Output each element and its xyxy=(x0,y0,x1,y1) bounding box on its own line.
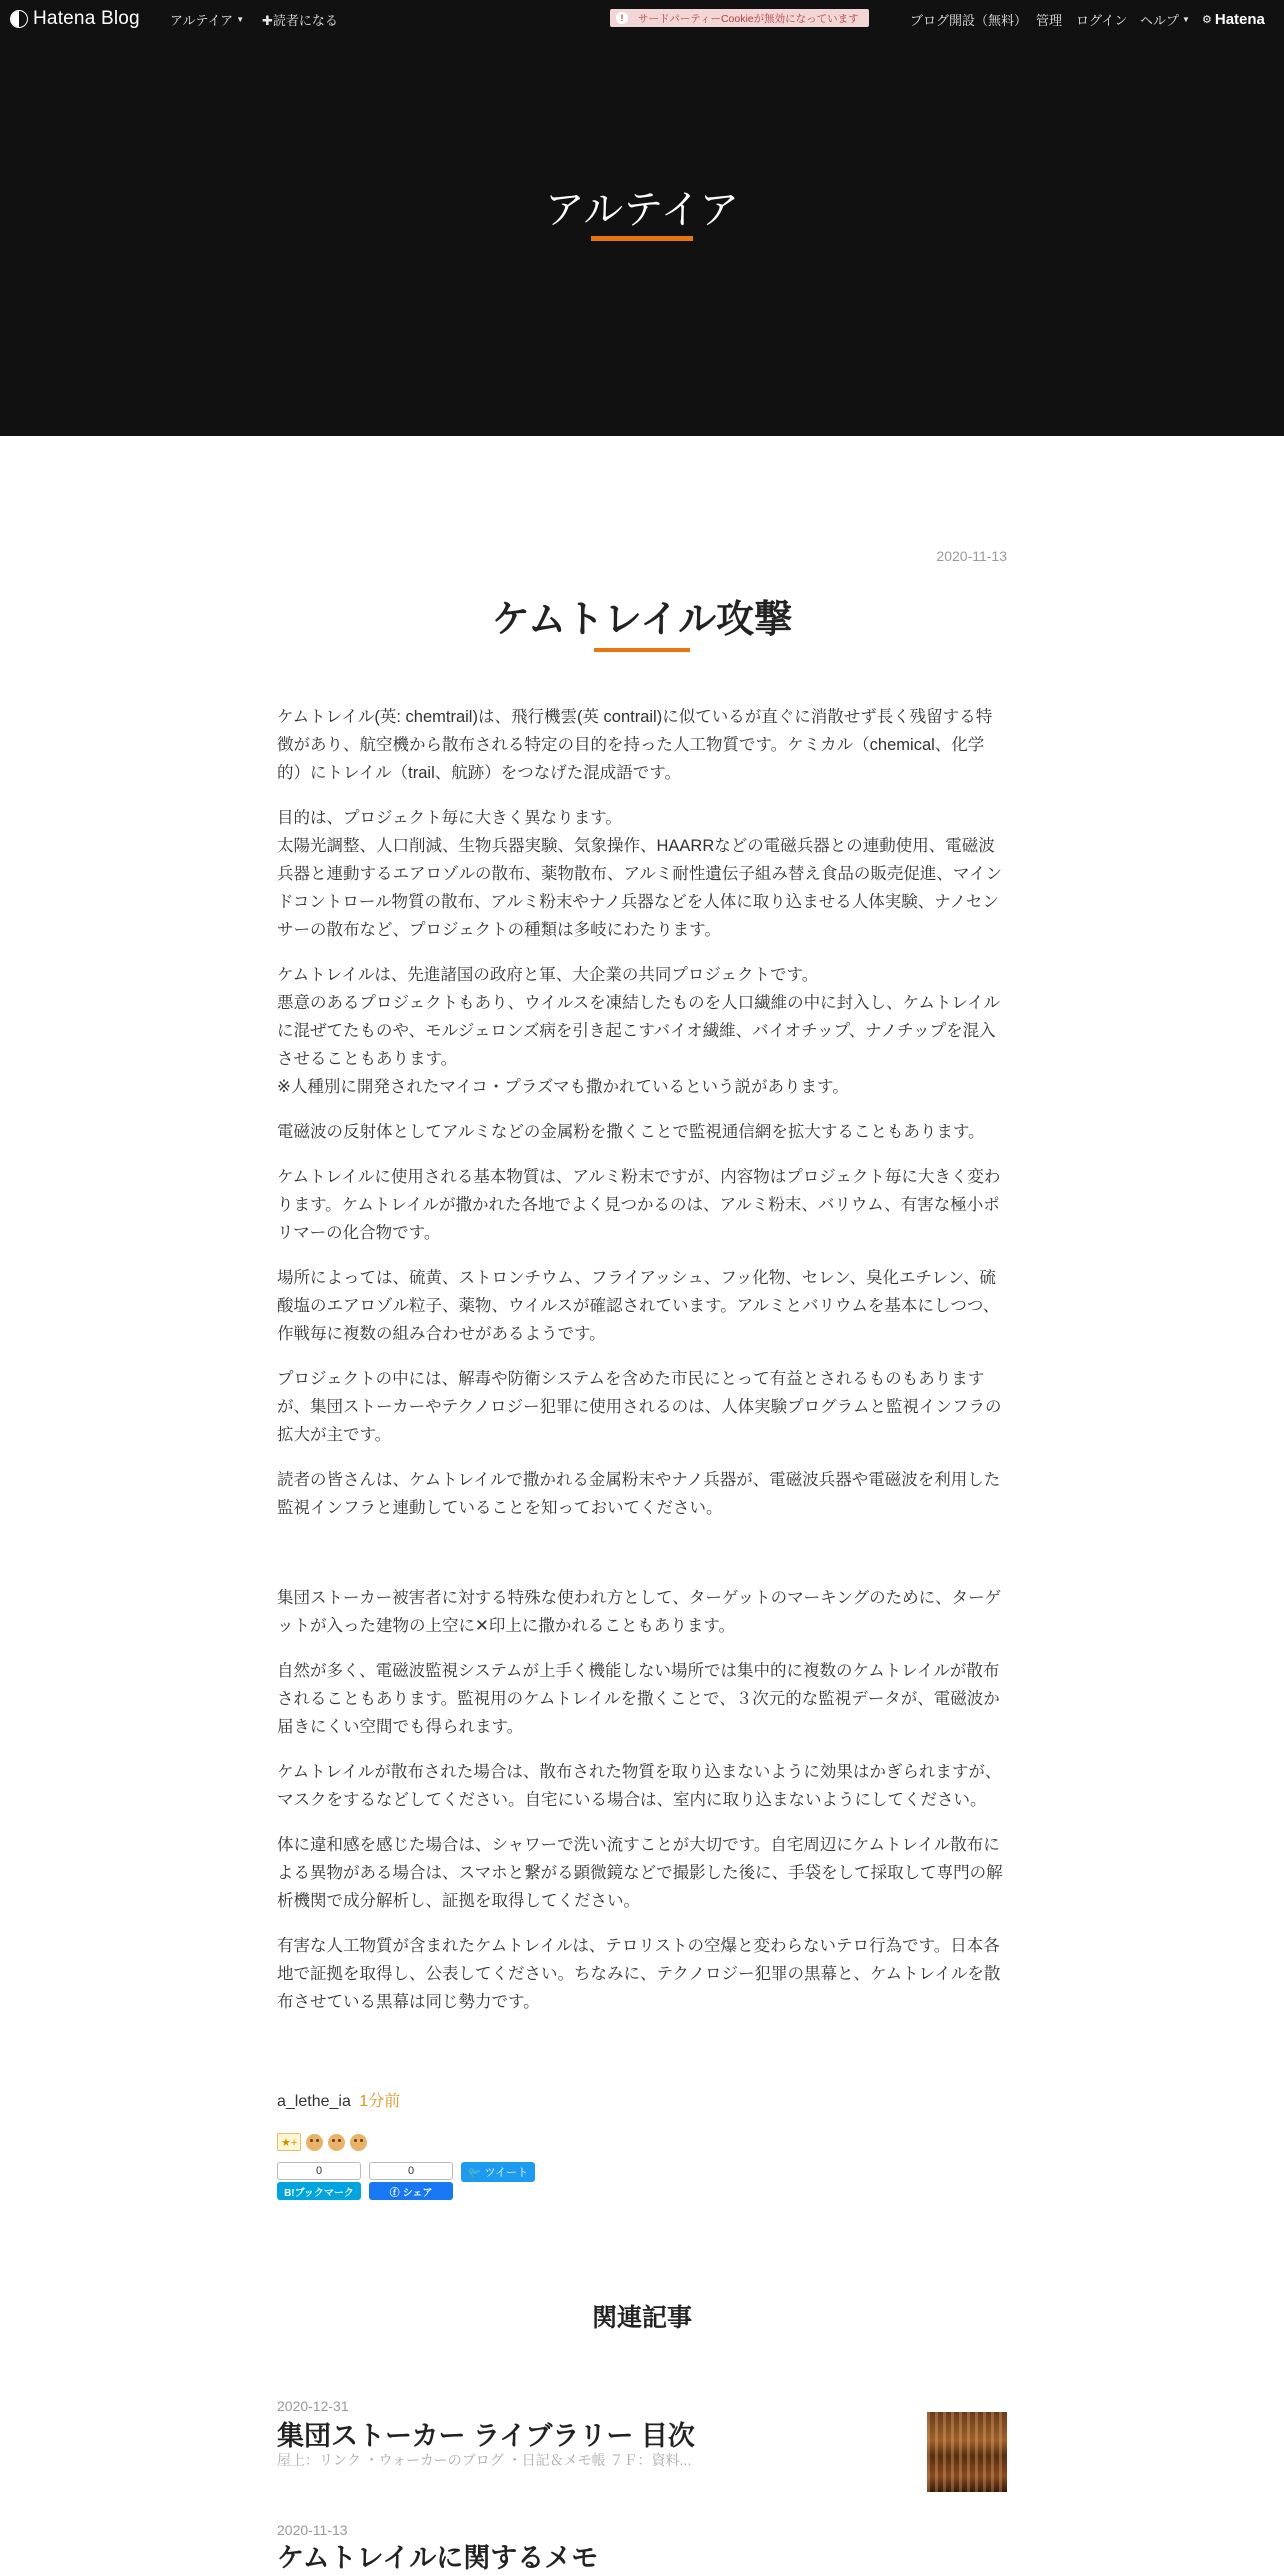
entry-paragraph: ケムトレイルに使用される基本物質は、アルミ粉末ですが、内容物はプロジェクト毎に大きく変わります。ケムトレイルが撒かれた各地でよく見つかるのは、アルミ粉末、バリウム、有害な極小ポリマーの化合物です。 xyxy=(277,1168,1001,1242)
twitter-bird-icon: 🐦 xyxy=(467,2166,482,2179)
entry-paragraph: 読者の皆さんは、ケムトレイルで撒かれる金属粉末やナノ兵器が、電磁波兵器や電磁波を利用した監視インフラと連動していることを知っておいてください。 xyxy=(277,1471,1001,1517)
related-entry-title[interactable]: 集団ストーカー ライブラリー 目次 xyxy=(277,2421,695,2451)
related-entry-title[interactable]: ケムトレイルに関するメモ xyxy=(277,2543,599,2573)
bookmark-count: 0 xyxy=(277,2162,361,2180)
blog-title[interactable]: アルテイア xyxy=(544,188,740,232)
info-icon: ! xyxy=(616,12,628,24)
posted-time[interactable]: 1分前 xyxy=(359,2093,401,2110)
hatena-blog-logo[interactable] xyxy=(10,0,140,38)
hatena-logo[interactable] xyxy=(1202,0,1265,38)
hatena-star-row xyxy=(277,2132,367,2152)
hatena-logo-text: Hatena xyxy=(1214,10,1265,28)
add-star-button[interactable]: ★+ xyxy=(277,2133,301,2151)
entry-paragraph: ケムトレイルは、先進諸国の政府と軍、大企業の共同プロジェクトです。 悪意のあるプロジェクトもあり、ウイルスを凍結したものを人口繊維の中に封入し、ケムトレイルに混ぜてたものや、モルジェロンズ病を引き起こすバイオ繊維、バイオチップ、ナノチップを混入させることもあります。 ※人種別に開発されたマイコ・プラズマも撒かれているという説があります。 xyxy=(277,966,1001,1096)
entry-paragraph: 自然が多く、電磁波監視システムが上手く機能しない場所では集中的に複数のケムトレイルが散布されることもあります。監視用のケムトレイルを撒くことで、３次元的な監視データが、電磁波か届きにくい空間でも得られます。 xyxy=(277,1662,1000,1736)
login-link[interactable]: ログイン xyxy=(1076,12,1128,28)
start-blog-link[interactable]: ブログ開設（無料） xyxy=(910,12,1028,28)
blog-header xyxy=(0,38,1284,436)
help-dropdown[interactable] xyxy=(1140,0,1190,38)
title-underline xyxy=(591,236,693,241)
facebook-count: 0 xyxy=(369,2162,453,2180)
entry-paragraph: 場所によっては、硫黄、ストロンチウム、フライアッシュ、フッ化物、セレン、臭化エチレン、硫酸塩のエアロゾル粒子、薬物、ウイルスが確認されています。アルミとバリウムを基本にしつつ、作戦毎に複数の組み合わせがあるようです。 xyxy=(277,1269,1000,1343)
subscribe-button[interactable]: ✚読者になる xyxy=(262,12,338,28)
star-user-avatar-icon[interactable] xyxy=(306,2134,323,2151)
facebook-share-button[interactable] xyxy=(369,2182,453,2200)
share-buttons xyxy=(277,2162,535,2200)
facebook-icon: ⓕ xyxy=(389,2187,400,2199)
hatena-blog-logo-icon xyxy=(10,10,28,28)
entry-paragraph: プロジェクトの中には、解毒や防衛システムを含めた市民にとって有益とされるものもありますが、集団ストーカーやテクノロジー犯罪に使用されるのは、人体実験プログラムと監視インフラの拡大が主です。 xyxy=(277,1370,1002,1444)
related-entry-date: 2020-12-31 xyxy=(277,2398,349,2414)
entry-footer xyxy=(277,2088,400,2111)
bookmark-button[interactable]: B!ブックマーク xyxy=(277,2182,361,2200)
entry-title-underline xyxy=(594,648,690,652)
hatena-bookmark-share xyxy=(277,2162,361,2200)
facebook-share-label: シェア xyxy=(402,2187,433,2199)
global-header xyxy=(0,0,1284,38)
entry-paragraph: 集団ストーカー被害者に対する特殊な使われ方として、ターゲットのマーキングのために、ターゲットが入った建物の上空に✕印上に撒かれることもあります。 xyxy=(277,1589,1002,1635)
entry-paragraph: ケムトレイル(英: chemtrail)は、飛行機雲(英 contrail)に似ているが直ぐに消散せず長く残留する特徴があり、航空機から散布される特定の目的を持った人工物質です。ケミカル（chemical、化学的）にトレイル（trail、航跡）をつなげた混成語です。 xyxy=(277,708,993,782)
facebook-share xyxy=(369,2162,453,2200)
caret-down-icon: ▼ xyxy=(1182,14,1190,24)
entry-title[interactable]: ケムトレイル攻撃 xyxy=(491,599,793,641)
star-user-avatar-icon[interactable] xyxy=(328,2134,345,2151)
entry-paragraph: 電磁波の反射体としてアルミなどの金属粉を撒くことで監視通信網を拡大することもあります。 xyxy=(277,1123,985,1141)
related-entry-excerpt: 屋上：リンク ・ウォーカーのブログ ・日記＆メモ帳 ７Ｆ：資料... xyxy=(277,2452,692,2468)
entry-paragraph: 体に違和感を感じた場合は、シャワーで洗い流すことが大切です。自宅周辺にケムトレイル散布による異物がある場合は、スマホと繋がる顕微鏡などで撮影した後に、手袋をして採取して専門の解析機関で成分解析し、証拠を取得してください。 xyxy=(277,1836,1003,1910)
entry-paragraph: ケムトレイルが散布された場合は、散布された物質を取り込まないように効果はかぎられますが、マスクをするなどしてください。自宅にいる場合は、室内に取り込まないようにしてください。 xyxy=(277,1763,1002,1809)
author-name[interactable]: a_lethe_ia xyxy=(277,2093,351,2110)
related-entry-thumbnail[interactable] xyxy=(927,2412,1007,2492)
entry-paragraph: 有害な人工物質が含まれたケムトレイルは、テロリストの空爆と変わらないテロ行為です。日本各地で証拠を取得し、公表してください。ちなみに、テクノロジー犯罪の黒幕と、ケムトレイルを散布させている黒幕は同じ勢力です。 xyxy=(277,1937,1001,2011)
hatena-bird-icon: ⚙ xyxy=(1202,13,1212,26)
cookie-notice-badge[interactable] xyxy=(610,9,869,27)
entry-content xyxy=(277,703,1007,2033)
entry-paragraph: 目的は、プロジェクト毎に大きく異なります。 太陽光調整、人口削減、生物兵器実験、気象操作、HAARRなどの電磁兵器との連動使用、電磁波兵器と連動するエアロゾルの散布、薬物散布、アルミ耐性遺伝子組み替え食品の販売促進、マインドコントロール物質の散布、アルミ粉末やナノ兵器などを人体に取り込ませる人体実験、ナノセンサーの散布など、プロジェクトの種類は多岐にわたります。 xyxy=(277,809,1003,939)
star-user-avatar-icon[interactable] xyxy=(350,2134,367,2151)
related-entry-date: 2020-11-13 xyxy=(277,2522,348,2538)
admin-link[interactable]: 管理 xyxy=(1036,12,1063,28)
tweet-button[interactable] xyxy=(461,2162,535,2182)
caret-down-icon: ▼ xyxy=(236,14,245,24)
related-entries-heading: 関連記事 xyxy=(591,2304,692,2332)
blog-menu-dropdown[interactable] xyxy=(170,0,244,38)
cookie-notice-text: サードパーティーCookieが無効になっています xyxy=(638,12,859,25)
twitter-share xyxy=(461,2162,535,2200)
blog-menu-label: アルテイア xyxy=(170,12,234,28)
brand-text: Hatena Blog xyxy=(33,8,140,29)
entry-date[interactable]: 2020-11-13 xyxy=(936,548,1007,564)
help-label: ヘルプ xyxy=(1140,12,1180,28)
tweet-label: ツイート xyxy=(484,2167,529,2179)
